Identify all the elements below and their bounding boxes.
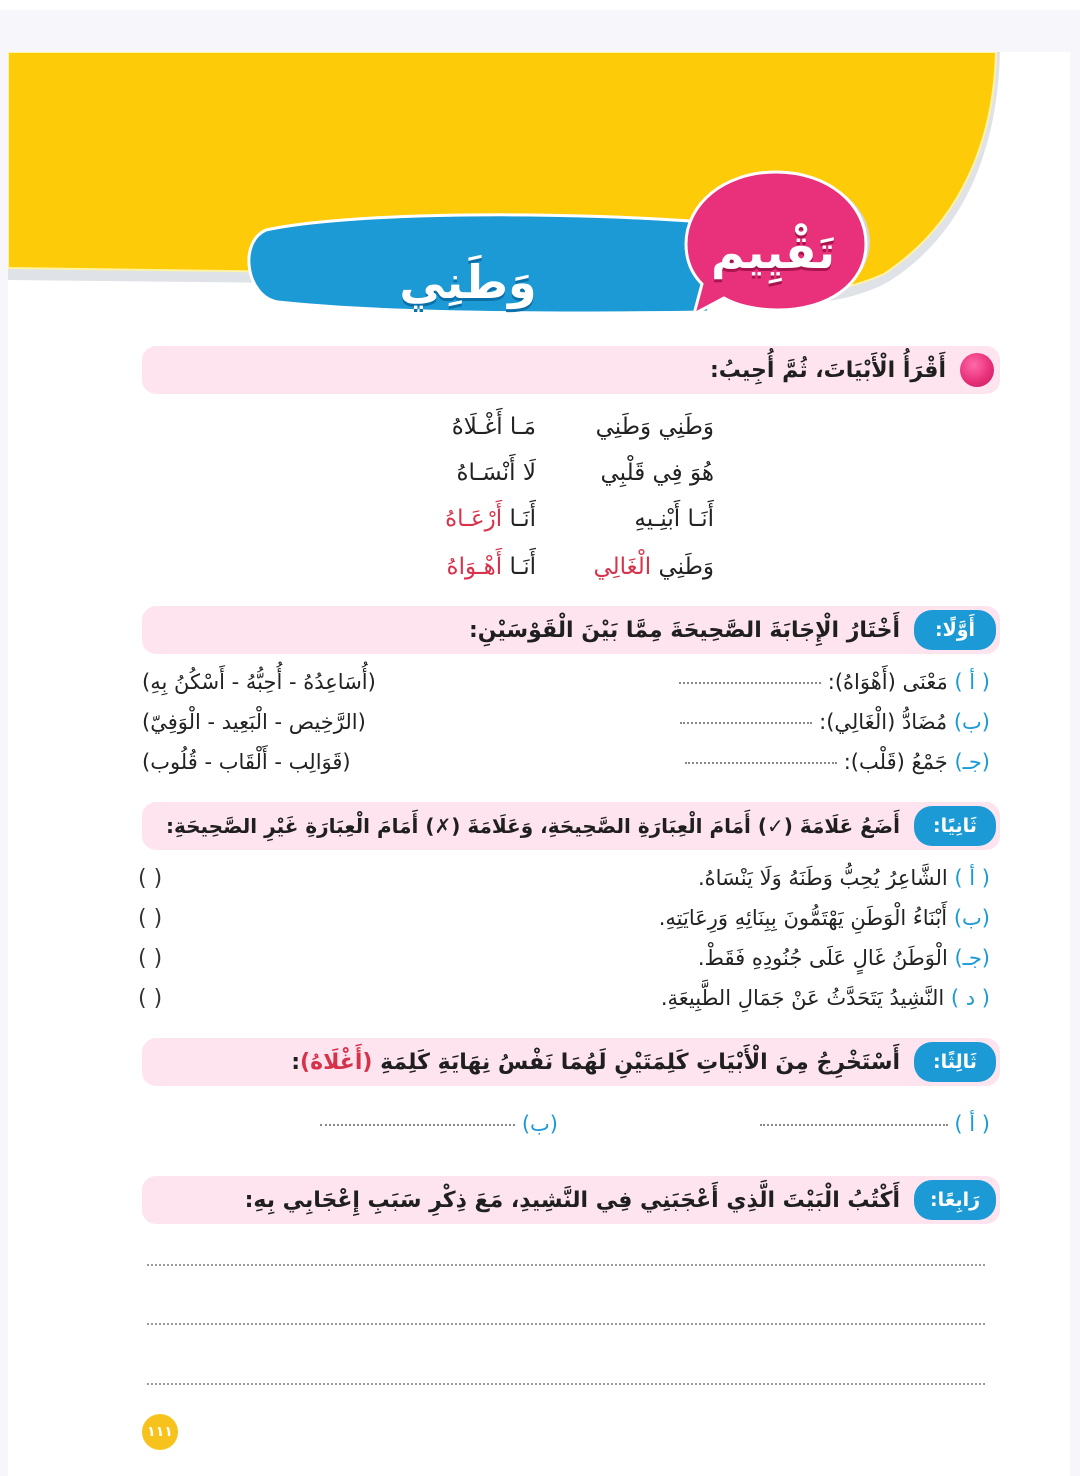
section2-item-c xyxy=(698,946,990,970)
poem-line-1-left: مَـا أَغْـلَاهُ xyxy=(451,414,536,440)
item-label: ( أ ) xyxy=(954,866,990,890)
poem-line-3-left-red: أَرْعَـاهُ xyxy=(445,506,503,532)
section4-bar xyxy=(142,1176,1000,1224)
poem-line-4-left-red: أَهْـوَاهُ xyxy=(446,554,503,580)
section1-options-a: (أُسَاعِدُهُ - أُحِبُّهُ - أَسْكُنُ بِهِ) xyxy=(142,670,376,694)
item-text: مَعْنَى (أَهْوَاهُ): xyxy=(827,670,948,694)
top-strip xyxy=(0,0,1080,10)
item-label: (ب) xyxy=(953,710,990,734)
poem-line-3-right: أَنَـا أَبْنِـيهِ xyxy=(634,506,714,532)
poem-line-4-right-plain: وَطَنِي xyxy=(651,554,714,580)
poem-line-2-right: هُوَ فِي قَلْبِي xyxy=(600,460,714,486)
intro-bar xyxy=(142,346,1000,394)
item-text: جَمْعُ (قَلْب): xyxy=(843,750,948,774)
poem-line-4-left-plain: أَنَـا xyxy=(502,554,536,580)
item-text: الشَّاعِرُ يُحِبُّ وَطَنَهُ وَلَا يَنْسَاهُ. xyxy=(697,866,948,890)
assessment-title: تَقْيِيم xyxy=(710,225,835,279)
section1-badge: أَوَّلًا: xyxy=(914,610,996,650)
section3-bar xyxy=(142,1038,1000,1086)
poem-line-1-right: وَطَنِي وَطَنِي xyxy=(595,414,714,440)
answer-blank[interactable] xyxy=(760,1124,948,1126)
answer-blank[interactable] xyxy=(320,1124,515,1126)
answer-blank[interactable] xyxy=(679,682,821,684)
item-label: ( أ ) xyxy=(954,670,990,694)
section2-bar xyxy=(142,802,1000,850)
answer-box[interactable]: ( ) xyxy=(138,986,163,1011)
poem-line-3-left-plain: أَنَـا xyxy=(502,506,536,532)
poem-line-2-left: لَا أَنْسَـاهُ xyxy=(456,460,536,486)
item-text: النَّشِيدُ يَتَحَدَّثُ عَنْ جَمَالِ الطَّبِيعَةِ. xyxy=(660,986,945,1010)
page-number: ١١١ xyxy=(142,1414,178,1450)
section3-instruction-text: أَسْتَخْرِجُ مِنَ الْأَبْيَاتِ كَلِمَتَيْنِ لَهُمَا نَفْسُ نِهَايَةِ كَلِمَةِ xyxy=(380,1049,900,1075)
item-label: (جـ) xyxy=(954,946,990,970)
item-label: (جـ) xyxy=(954,750,990,774)
poem-line-4-left xyxy=(447,554,536,580)
section3-word: (أَغْلَاهُ) xyxy=(300,1049,373,1075)
section1-instruction: أَخْتَارُ الْإِجَابَةَ الصَّحِيحَةَ مِمَّا بَيْنَ الْقَوْسَيْنِ: xyxy=(468,617,900,643)
poem-line-4-right-red: الْغَالِي xyxy=(593,554,652,580)
workbook-page xyxy=(8,52,1070,1476)
item-label: ( أ ) xyxy=(954,1112,990,1136)
answer-box[interactable]: ( ) xyxy=(138,946,163,971)
intro-instruction: أَقْرَأُ الْأَبْيَاتَ، ثُمَّ أُجِيبُ: xyxy=(709,357,946,383)
item-text: أَبْنَاءُ الْوَطَنِ يَهْتَمُّونَ بِبِنَائِهِ وَرِعَايَتِهِ. xyxy=(658,906,948,930)
answer-blank[interactable] xyxy=(685,762,837,764)
section2-item-a xyxy=(698,866,990,890)
writing-line-1[interactable] xyxy=(147,1264,985,1266)
item-label: (ب) xyxy=(521,1112,558,1136)
section2-item-d xyxy=(661,986,990,1010)
lesson-title: وَطَنِي xyxy=(399,255,537,309)
section1-item-b xyxy=(680,710,990,734)
item-label: (ب) xyxy=(953,906,990,930)
section1-options-c: (قَوَالِب - أَلْقَاب - قُلُوب) xyxy=(142,750,351,774)
section1-options-b: (الرَّخِيص - الْبَعِيد - الْوَفِيّ) xyxy=(142,710,366,734)
item-text: مُضَادُّ (الْغَالِي): xyxy=(819,710,948,734)
item-label: ( د ) xyxy=(950,986,990,1010)
section4-badge: رَابِعًا: xyxy=(914,1180,996,1220)
section3-badge: ثَالِثًا: xyxy=(914,1042,996,1082)
section1-item-a xyxy=(679,670,990,694)
item-text: الْوَطَنُ غَالٍ عَلَى جُنُودِهِ فَقَطْ. xyxy=(697,946,948,970)
writing-line-3[interactable] xyxy=(147,1383,985,1385)
answer-blank[interactable] xyxy=(680,722,812,724)
poem-line-4-right xyxy=(593,554,714,580)
section3-colon: : xyxy=(291,1049,301,1075)
section3-answer-a xyxy=(760,1112,990,1136)
poem-line-3-left xyxy=(445,506,536,532)
section1-item-c xyxy=(685,750,990,774)
section1-bar xyxy=(142,606,1000,654)
section2-badge: ثَانِيًا: xyxy=(914,806,996,846)
section3-answer-b xyxy=(320,1112,558,1136)
section3-instruction xyxy=(291,1050,914,1075)
answer-box[interactable]: ( ) xyxy=(138,906,163,931)
section2-instruction: أَضَعُ عَلَامَةَ (✓) أَمَامَ الْعِبَارَةِ الصَّحِيحَةِ، وَعَلَامَةَ (✗) أَمَامَ الْعِبَارَةِ غَيْرِ الصَّحِيحَةِ: xyxy=(165,814,900,838)
answer-box[interactable]: ( ) xyxy=(138,866,163,891)
section2-item-b xyxy=(659,906,990,930)
writing-line-2[interactable] xyxy=(147,1323,985,1325)
pink-dot-icon xyxy=(960,353,994,387)
section4-instruction: أَكْتُبُ الْبَيْتَ الَّذِي أَعْجَبَنِي فِي النَّشِيدِ، مَعَ ذِكْرِ سَبَبِ إِعْجَابِي بِهِ: xyxy=(244,1187,900,1213)
